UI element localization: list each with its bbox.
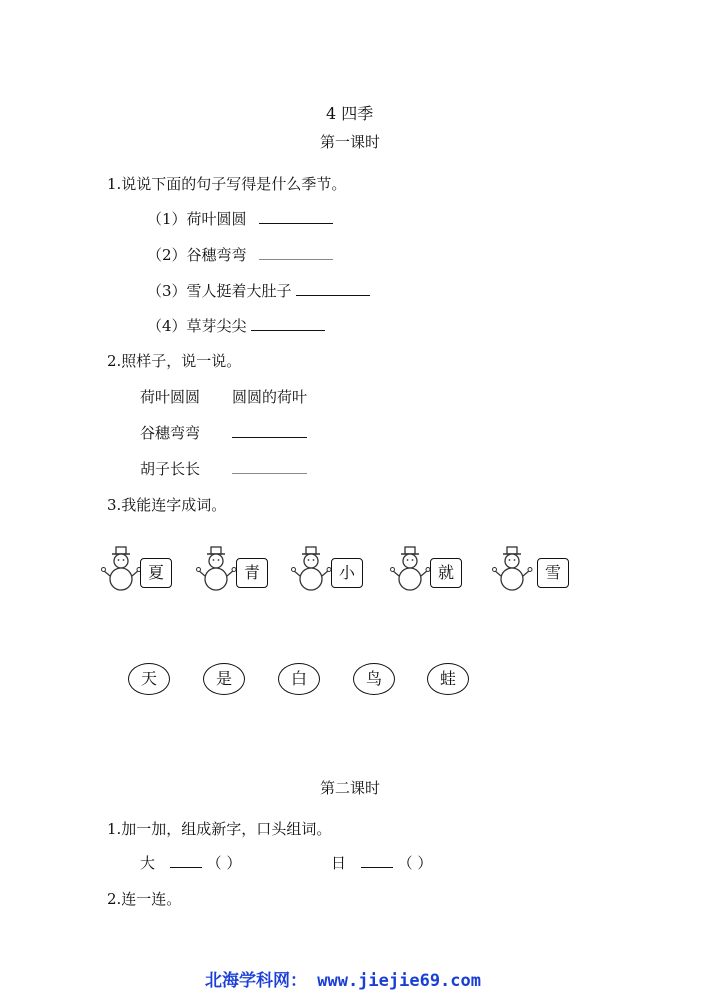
l2-q1-paren-2[interactable]: （ ） (397, 854, 433, 872)
bottom-char-oval-1[interactable]: 天 (128, 663, 170, 695)
q1-answer-blank-4[interactable] (251, 316, 325, 331)
l2-q1-item-1 (140, 852, 241, 873)
top-char-box-3[interactable]: 小 (331, 558, 363, 588)
q1-answer-blank-2[interactable] (259, 245, 333, 260)
top-char-box-5[interactable]: 雪 (537, 558, 569, 588)
snowman-icon (101, 546, 145, 592)
q1-item-4-label: （4）草芽尖尖 (147, 317, 247, 335)
q2-example-right: 圆圆的荷叶 (232, 388, 308, 406)
top-char-box-1[interactable]: 夏 (140, 558, 172, 588)
q2-answer-blank-1[interactable] (232, 423, 307, 438)
l2-q1-paren-1[interactable]: （ ） (206, 854, 242, 872)
snowman-icon (196, 546, 240, 592)
q2-prompt: 2.照样子，说一说。 (107, 352, 242, 370)
bottom-char-oval-3[interactable]: 白 (278, 663, 320, 695)
q1-item-1 (147, 208, 333, 229)
lesson-1-heading: 第一课时 (320, 133, 381, 151)
l2-q2-prompt: 2.连一连。 (107, 890, 182, 908)
lesson-2-heading: 第二课时 (320, 779, 381, 797)
q3-prompt: 3.我能连字成词。 (107, 496, 227, 514)
q2-row-2-label: 胡子长长 (140, 460, 201, 478)
q1-answer-blank-1[interactable] (259, 209, 333, 224)
top-char-box-2[interactable]: 青 (236, 558, 268, 588)
q1-item-2 (147, 244, 333, 265)
footer-watermark: 北海学科网： www.jiejie69.com (205, 971, 481, 991)
l2-q1-char-1: 大 (140, 854, 156, 872)
q2-row-1-label: 谷穗弯弯 (140, 424, 201, 442)
snowman-icon (291, 546, 335, 592)
l2-q1-prompt: 1.加一加，组成新字，口头组词。 (107, 820, 332, 838)
q2-example-left: 荷叶圆圆 (140, 388, 201, 406)
q1-item-3-label: （3）雪人挺着大肚子 (147, 282, 292, 300)
bottom-char-oval-4[interactable]: 鸟 (353, 663, 395, 695)
q1-item-3 (147, 280, 370, 301)
l2-q1-blank-1[interactable] (170, 853, 202, 868)
top-char-box-4[interactable]: 就 (430, 558, 462, 588)
snowman-icon (390, 546, 434, 592)
q2-answer-blank-2[interactable] (232, 459, 307, 474)
l2-q1-item-2 (331, 852, 432, 873)
q1-prompt: 1.说说下面的句子写得是什么季节。 (107, 175, 347, 193)
bottom-char-oval-5[interactable]: 蛙 (427, 663, 469, 695)
l2-q1-char-2: 日 (331, 854, 347, 872)
l2-q1-blank-2[interactable] (361, 853, 393, 868)
q1-item-4 (147, 315, 325, 336)
q1-item-2-label: （2）谷穗弯弯 (147, 246, 247, 264)
worksheet-title: 4 四季 (326, 104, 374, 123)
q1-item-1-label: （1）荷叶圆圆 (147, 210, 247, 228)
q1-answer-blank-3[interactable] (296, 281, 370, 296)
bottom-char-oval-2[interactable]: 是 (203, 663, 245, 695)
snowman-icon (492, 546, 536, 592)
